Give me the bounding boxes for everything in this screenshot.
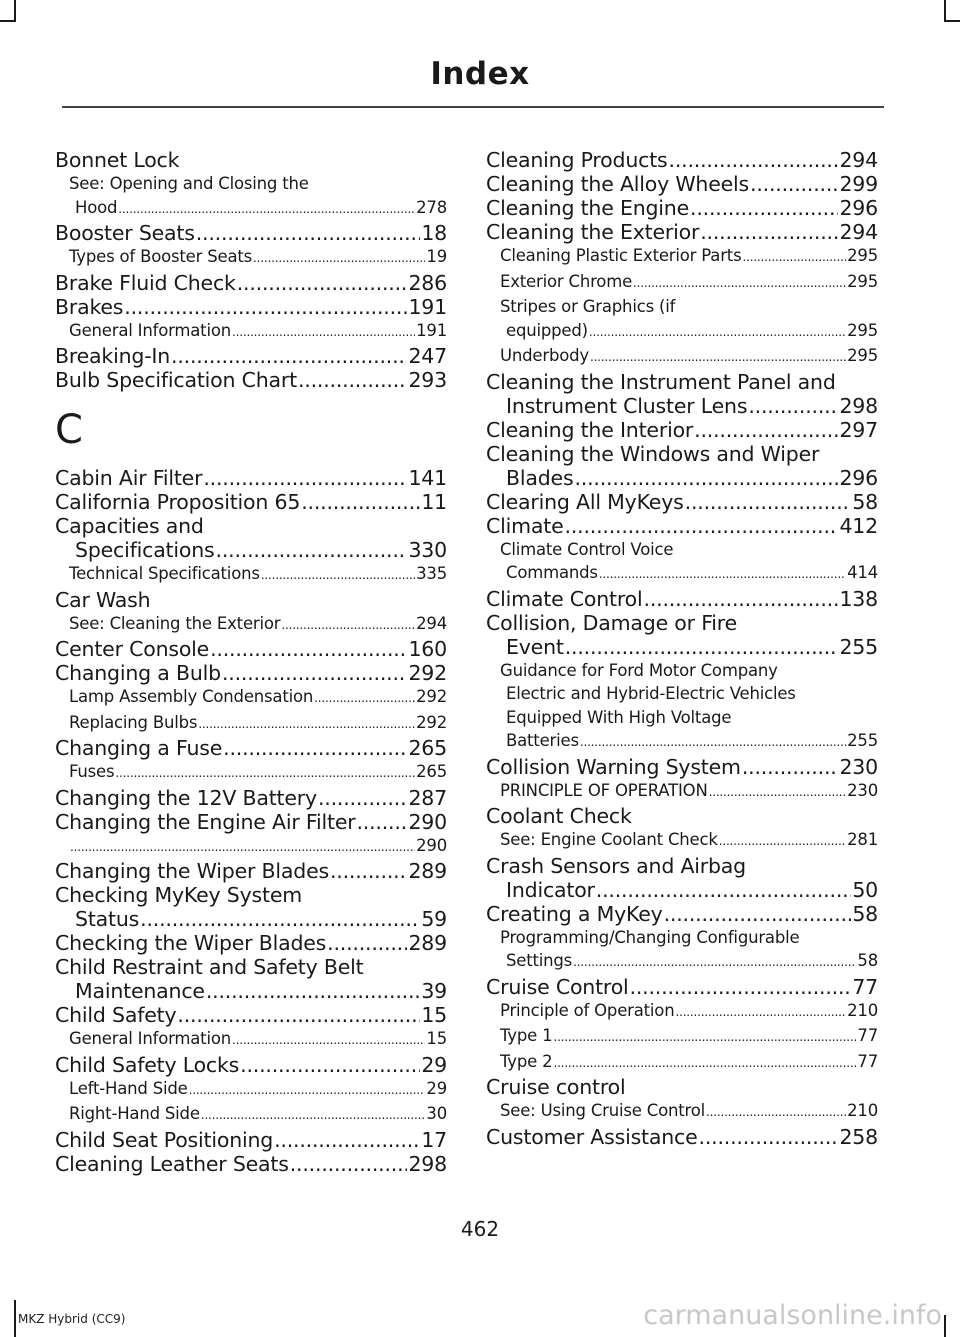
page-ref: 58 xyxy=(852,489,878,514)
entry-text: Underbody xyxy=(500,346,589,365)
entry-text: Bonnet Lock xyxy=(55,148,180,172)
leader-dots xyxy=(216,538,408,562)
index-entry[interactable] xyxy=(486,418,878,442)
entry-text: Brake Fluid Check xyxy=(55,270,236,295)
entry-text: Brakes xyxy=(55,294,124,319)
index-entry[interactable] xyxy=(486,148,878,172)
index-entry[interactable] xyxy=(55,786,447,810)
page-ref: 295 xyxy=(847,346,878,365)
entry-text: Lamp Assembly Condensation xyxy=(69,687,314,706)
page-ref: 138 xyxy=(839,586,878,611)
entry-text: Capacities and xyxy=(55,514,204,538)
page-title: Index xyxy=(430,56,530,92)
leader-dots xyxy=(748,394,838,418)
page-ref: 286 xyxy=(408,270,447,295)
page-ref: 230 xyxy=(839,754,878,779)
index-entry xyxy=(55,514,447,538)
page-ref: 160 xyxy=(408,637,447,661)
entry-text: Left-Hand Side xyxy=(69,1078,188,1098)
entry-text: Fuses xyxy=(69,762,115,781)
index-entry[interactable] xyxy=(486,196,878,220)
entry-text: Cleaning the Engine xyxy=(486,196,690,220)
leader-dots xyxy=(630,975,852,999)
leader-dots xyxy=(644,587,839,611)
page-ref: 141 xyxy=(408,466,447,490)
index-entry xyxy=(55,588,447,612)
page-ref: 292 xyxy=(408,661,447,685)
entry-text: Climate Control xyxy=(486,586,643,611)
page-ref: 294 xyxy=(839,148,878,172)
leader-dots xyxy=(318,786,408,810)
leader-dots xyxy=(177,1003,420,1027)
index-entry[interactable] xyxy=(55,810,447,834)
entry-text: Child Seat Positioning xyxy=(55,1127,274,1152)
leader-dots xyxy=(210,637,407,661)
entry-text: Specifications xyxy=(75,538,215,562)
leader-dots xyxy=(719,828,846,854)
page-ref: 292 xyxy=(416,712,447,732)
entry-text: Child Safety xyxy=(55,1003,177,1027)
index-entry[interactable] xyxy=(55,538,447,562)
leader-dots xyxy=(574,466,838,490)
page-ref: 281 xyxy=(847,830,878,849)
page-ref: 50 xyxy=(852,877,878,902)
page-ref: 335 xyxy=(416,564,447,583)
entry-text: Climate Control Voice xyxy=(500,539,674,559)
leader-dots xyxy=(274,1128,420,1152)
index-subentry xyxy=(486,926,878,950)
index-entry[interactable] xyxy=(55,931,447,955)
leader-dots xyxy=(196,221,421,245)
leader-dots xyxy=(232,1027,425,1053)
page-ref: 11 xyxy=(421,490,447,514)
entry-text: Commands xyxy=(506,563,598,582)
leader-dots xyxy=(633,270,846,296)
footer-model: MKZ Hybrid (CC9) xyxy=(18,1312,126,1326)
page-ref: 210 xyxy=(847,1000,878,1020)
leader-dots xyxy=(553,1024,856,1050)
leader-dots xyxy=(327,931,407,955)
index-entry[interactable] xyxy=(486,490,878,514)
leader-dots xyxy=(314,685,415,711)
page-ref: 77 xyxy=(857,1026,878,1045)
leader-dots xyxy=(203,466,407,490)
leader-dots xyxy=(699,1125,839,1149)
entry-text: Changing the Wiper Blades xyxy=(55,859,329,883)
index-entry[interactable] xyxy=(486,1125,878,1149)
entry-text: Hood xyxy=(75,197,118,217)
index-subentry[interactable] xyxy=(486,828,878,854)
entry-text: Type 2 xyxy=(500,1051,553,1071)
page-ref: 292 xyxy=(416,687,447,706)
page-ref: 294 xyxy=(416,613,447,633)
leader-dots xyxy=(261,562,415,588)
page-ref: 412 xyxy=(839,513,878,538)
index-entry xyxy=(486,1075,878,1099)
index-entry[interactable] xyxy=(55,344,447,368)
page-ref: 330 xyxy=(408,538,447,562)
crop-mark-top-right xyxy=(944,20,960,22)
page-ref: 59 xyxy=(421,907,447,931)
entry-text: PRINCIPLE OF OPERATION xyxy=(500,780,708,800)
entry-text: Changing the Engine Air Filter xyxy=(55,809,356,834)
entry-text: Technical Specifications xyxy=(69,564,260,583)
index-subentry[interactable] xyxy=(55,612,447,638)
leader-dots xyxy=(290,1152,408,1176)
page-ref: 287 xyxy=(408,785,447,810)
index-entry[interactable] xyxy=(486,755,878,779)
page-ref: 210 xyxy=(847,1101,878,1120)
leader-dots xyxy=(253,245,425,271)
index-subentry[interactable] xyxy=(55,562,447,588)
entry-text: Checking MyKey System xyxy=(55,883,303,907)
index-entry[interactable] xyxy=(55,271,447,295)
index-entry[interactable] xyxy=(55,295,447,319)
entry-text: Cruise Control xyxy=(486,974,629,999)
index-subentry[interactable] xyxy=(486,1024,878,1050)
entry-text: Electric and Hybrid-Electric Vehicles xyxy=(506,684,796,703)
leader-dots xyxy=(240,1053,420,1077)
leader-dots xyxy=(590,344,846,370)
index-subentry[interactable] xyxy=(486,1099,878,1125)
entry-text: Indicator xyxy=(506,877,595,902)
crop-mark-bottom-right xyxy=(944,1315,946,1337)
page-ref: 295 xyxy=(847,271,878,291)
index-subentry[interactable] xyxy=(55,1077,447,1103)
index-subentry xyxy=(486,659,878,683)
entry-text: Coolant Check xyxy=(486,804,632,828)
leader-dots xyxy=(742,755,839,779)
index-column-left xyxy=(55,148,447,1176)
leader-dots xyxy=(115,760,415,786)
leader-dots xyxy=(573,949,856,975)
index-subentry[interactable] xyxy=(486,1050,878,1076)
leader-dots xyxy=(356,810,407,834)
index-entry[interactable] xyxy=(55,907,447,931)
leader-dots xyxy=(124,295,407,319)
index-entry[interactable] xyxy=(55,490,447,514)
page-ref: 414 xyxy=(847,563,878,582)
page-ref: 265 xyxy=(416,762,447,781)
index-subentry[interactable] xyxy=(55,319,447,345)
page-ref: 296 xyxy=(839,465,878,490)
leader-dots xyxy=(189,1077,426,1103)
index-subentry[interactable] xyxy=(486,270,878,296)
leader-dots xyxy=(664,902,852,926)
index-subentry[interactable] xyxy=(55,685,447,711)
watermark: carmanualsonline.info xyxy=(643,1300,942,1331)
index-entry[interactable] xyxy=(486,172,878,196)
leader-dots xyxy=(223,736,407,760)
index-subentry[interactable] xyxy=(55,1102,447,1128)
entry-text: Guidance for Ford Motor Company xyxy=(500,660,778,680)
index-entry[interactable] xyxy=(486,975,878,999)
entry-text: Cleaning the Interior xyxy=(486,417,694,442)
entry-text: See: Cleaning the Exterior xyxy=(69,613,281,633)
page-ref: 77 xyxy=(857,1051,878,1071)
index-entry[interactable] xyxy=(486,878,878,902)
entry-text: General Information xyxy=(69,1029,231,1048)
page-ref: 247 xyxy=(408,344,447,368)
index-entry[interactable] xyxy=(55,1152,447,1176)
page-ref: 77 xyxy=(852,974,878,999)
leader-dots xyxy=(237,271,408,295)
leader-dots xyxy=(709,779,847,805)
crop-mark-top-right xyxy=(944,0,946,22)
leader-dots xyxy=(565,635,839,659)
index-entry[interactable] xyxy=(55,1003,447,1027)
entry-text: Collision Warning System xyxy=(486,754,741,779)
entry-text: Cleaning Plastic Exterior Parts xyxy=(500,246,742,265)
page-ref: 258 xyxy=(839,1124,878,1149)
index-entry[interactable] xyxy=(55,661,447,685)
page-ref: 39 xyxy=(421,979,447,1003)
page-ref: 58 xyxy=(852,901,878,926)
entry-text: Child Restraint and Safety Belt xyxy=(55,955,364,979)
index-entry xyxy=(55,883,447,907)
index-subentry[interactable] xyxy=(486,729,878,755)
index-entry[interactable] xyxy=(486,635,878,659)
title-divider xyxy=(62,106,884,108)
page-ref: 296 xyxy=(839,196,878,220)
index-subentry[interactable] xyxy=(55,1027,447,1053)
leader-dots xyxy=(675,999,846,1025)
index-entry[interactable] xyxy=(486,514,878,538)
index-subentry[interactable] xyxy=(486,949,878,975)
page-ref: 297 xyxy=(839,417,878,442)
page-ref: 294 xyxy=(839,220,878,244)
index-entry xyxy=(486,611,878,635)
entry-text: Cleaning Products xyxy=(486,148,668,172)
page-ref: 17 xyxy=(421,1127,447,1152)
entry-text: Equipped With High Voltage xyxy=(506,707,732,727)
leader-dots xyxy=(281,612,415,638)
index-entry[interactable] xyxy=(55,859,447,883)
entry-text: Car Wash xyxy=(55,587,151,612)
entry-text: Bulb Specification Chart xyxy=(55,368,297,392)
entry-text: Cleaning the Instrument Panel and xyxy=(486,369,836,394)
index-entry[interactable] xyxy=(55,736,447,760)
leader-dots xyxy=(118,196,415,222)
leader-dots xyxy=(330,859,408,883)
entry-text: Exterior Chrome xyxy=(500,271,633,291)
index-entry[interactable] xyxy=(55,466,447,490)
page-ref: 18 xyxy=(421,221,447,245)
entry-text: Checking the Wiper Blades xyxy=(55,931,327,955)
leader-dots xyxy=(750,172,838,196)
entry-text: equipped) xyxy=(506,320,588,340)
leader-dots xyxy=(694,418,838,442)
section-letter: C xyxy=(55,407,83,453)
leader-dots xyxy=(706,1099,846,1125)
page-ref: 289 xyxy=(408,859,447,883)
entry-text: Instrument Cluster Lens xyxy=(506,393,748,418)
entry-text: Replacing Bulbs xyxy=(69,712,198,732)
leader-dots xyxy=(140,907,420,931)
index-column-right xyxy=(486,148,878,1149)
index-entry xyxy=(55,148,447,172)
index-entry[interactable] xyxy=(55,221,447,245)
entry-text: Changing a Bulb xyxy=(55,661,221,685)
entry-text: Collision, Damage or Fire xyxy=(486,610,737,635)
page-ref: 230 xyxy=(847,780,878,800)
entry-text: Maintenance xyxy=(75,979,205,1003)
leader-dots xyxy=(553,1050,856,1076)
leader-dots xyxy=(580,729,846,755)
page-ref: 295 xyxy=(847,320,878,340)
entry-text: Settings xyxy=(506,951,573,970)
index-subentry[interactable] xyxy=(55,711,447,737)
entry-text: Event xyxy=(506,634,564,659)
entry-text: Clearing All MyKeys xyxy=(486,489,684,514)
page-ref: 58 xyxy=(857,951,878,970)
index-subentry[interactable] xyxy=(486,561,878,587)
index-subentry[interactable] xyxy=(55,245,447,271)
leader-dots xyxy=(222,661,408,685)
page-ref: 265 xyxy=(408,736,447,760)
index-entry[interactable] xyxy=(486,902,878,926)
index-subentry[interactable] xyxy=(55,196,447,222)
entry-text: Cleaning the Windows and Wiper xyxy=(486,441,820,466)
entry-text: Cleaning the Alloy Wheels xyxy=(486,172,750,196)
page-ref: 30 xyxy=(426,1104,447,1123)
page-ref: 29 xyxy=(426,1078,447,1098)
leader-dots xyxy=(589,319,846,345)
index-entry[interactable] xyxy=(486,466,878,490)
index-subentry[interactable] xyxy=(486,779,878,805)
crop-mark-top-left xyxy=(14,0,16,22)
page-ref: 191 xyxy=(416,320,447,340)
index-subentry[interactable] xyxy=(486,244,878,270)
crop-mark-top-left xyxy=(0,20,16,22)
index-entry[interactable] xyxy=(486,220,878,244)
index-entry xyxy=(486,442,878,466)
entry-text: California Proposition 65 xyxy=(55,490,301,514)
index-entry xyxy=(486,854,878,878)
index-entry[interactable] xyxy=(486,394,878,418)
page-number: 462 xyxy=(460,1217,500,1241)
leader-dots xyxy=(301,490,420,514)
entry-text: Principle of Operation xyxy=(500,1000,675,1020)
entry-text: Climate xyxy=(486,513,564,538)
entry-text: Batteries xyxy=(506,731,579,750)
entry-text: Child Safety Locks xyxy=(55,1052,240,1077)
leader-dots xyxy=(596,878,852,902)
entry-text: Changing the 12V Battery xyxy=(55,785,317,810)
leader-dots xyxy=(685,490,852,514)
entry-text: Crash Sensors and Airbag xyxy=(486,853,746,878)
entry-text: Cabin Air Filter xyxy=(55,466,203,490)
leader-dots xyxy=(742,244,846,270)
leader-dots xyxy=(171,344,407,368)
leader-dots xyxy=(70,834,415,860)
leader-dots xyxy=(206,979,420,1003)
leader-dots xyxy=(198,711,415,737)
index-entry[interactable] xyxy=(55,368,447,392)
page-ref: 290 xyxy=(416,835,447,855)
index-subentry[interactable] xyxy=(55,834,447,860)
page-ref: 19 xyxy=(426,247,447,266)
index-subentry[interactable] xyxy=(486,999,878,1025)
page-ref: 299 xyxy=(839,172,878,196)
entry-text: General Information xyxy=(69,320,231,340)
leader-dots xyxy=(201,1102,426,1128)
page-ref: 278 xyxy=(416,197,447,217)
index-entry[interactable] xyxy=(486,587,878,611)
index-subentry xyxy=(55,172,447,196)
leader-dots xyxy=(669,148,839,172)
entry-text: Type 1 xyxy=(500,1026,553,1045)
page-ref: 191 xyxy=(408,294,447,319)
entry-text: Booster Seats xyxy=(55,221,195,245)
page-ref: 255 xyxy=(847,731,878,750)
entry-text: See: Engine Coolant Check xyxy=(500,830,718,849)
page-ref: 298 xyxy=(408,1151,447,1176)
entry-text: Cruise control xyxy=(486,1075,626,1099)
leader-dots xyxy=(298,368,408,392)
page-ref: 15 xyxy=(426,1029,447,1048)
page-ref: 290 xyxy=(408,809,447,834)
page-ref: 295 xyxy=(847,246,878,265)
entry-text: Changing a Fuse xyxy=(55,736,223,760)
index-entry[interactable] xyxy=(55,637,447,661)
index-subentry xyxy=(486,295,878,319)
page-ref: 289 xyxy=(408,931,447,955)
entry-text: Status xyxy=(75,907,140,931)
index-entry xyxy=(486,804,878,828)
entry-text: Cleaning Leather Seats xyxy=(55,1151,289,1176)
entry-text: See: Opening and Closing the xyxy=(69,174,309,193)
leader-dots xyxy=(232,319,415,345)
index-entry[interactable] xyxy=(55,1053,447,1077)
page-ref: 293 xyxy=(408,368,447,392)
index-subentry xyxy=(486,682,878,706)
index-subentry[interactable] xyxy=(486,319,878,345)
leader-dots xyxy=(565,514,839,538)
entry-text: Creating a MyKey xyxy=(486,901,663,926)
entry-text: Stripes or Graphics (if xyxy=(500,297,676,316)
page-ref: 255 xyxy=(839,634,878,659)
index-subentry[interactable] xyxy=(55,760,447,786)
index-entry xyxy=(55,955,447,979)
entry-text: Programming/Changing Configurable xyxy=(500,927,800,947)
entry-text: Cleaning the Exterior xyxy=(486,220,700,244)
entry-text: Types of Booster Seats xyxy=(69,247,253,266)
index-entry[interactable] xyxy=(55,979,447,1003)
entry-text: Breaking-In xyxy=(55,344,171,368)
page-ref: 15 xyxy=(421,1003,447,1027)
leader-dots xyxy=(690,196,838,220)
entry-text: Blades xyxy=(506,465,574,490)
leader-dots xyxy=(599,561,846,587)
entry-text: Customer Assistance xyxy=(486,1124,698,1149)
page-ref: 29 xyxy=(421,1052,447,1077)
entry-text: Right-Hand Side xyxy=(69,1104,200,1123)
index-entry xyxy=(486,370,878,394)
index-subentry xyxy=(486,706,878,730)
entry-text: See: Using Cruise Control xyxy=(500,1101,705,1120)
entry-text: Center Console xyxy=(55,637,210,661)
leader-dots xyxy=(700,220,838,244)
index-entry[interactable] xyxy=(55,1128,447,1152)
crop-mark-bottom-left xyxy=(14,1300,16,1337)
index-subentry xyxy=(486,538,878,562)
page-ref: 298 xyxy=(839,393,878,418)
index-subentry[interactable] xyxy=(486,344,878,370)
